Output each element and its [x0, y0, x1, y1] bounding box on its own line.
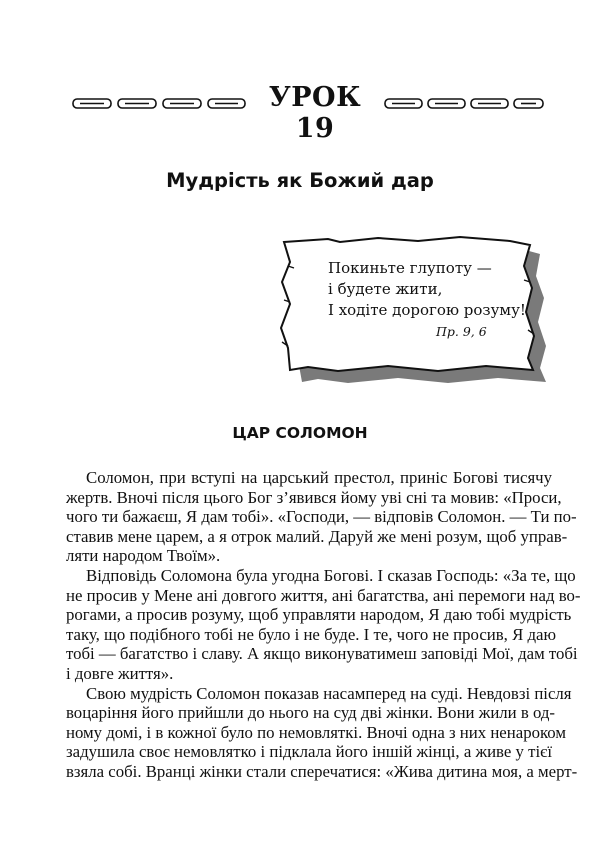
text-line: не просив у Мене ані довгого життя, ані багатства, ані перемоги над во-	[66, 585, 581, 605]
epigraph-line: Покиньте глупоту —	[328, 259, 492, 277]
epigraph-line: і будете жити,	[328, 280, 443, 298]
left-ornament-bars	[72, 97, 247, 111]
text-line: Відповідь Соломона була угодна Богові. І сказав Господь: «За те, що	[86, 565, 576, 585]
section-heading: ЦАР СОЛОМОН	[232, 424, 368, 442]
text-line: ному домі, і в кожної було по немовляткі. Вночі одна з них ненароком	[66, 722, 566, 742]
text-line: взяла собі. Вранці жінки стали сперечатися: «Жива дитина моя, а мерт-	[66, 761, 578, 781]
text-line: воцаріння його прийшли до нього на суд дві жінки. Вони жили в од-	[66, 703, 555, 723]
text-line: таку, що подібного тобі не було і не буде. І те, чого не просив, Я даю	[66, 624, 556, 644]
text-line: рогами, а просив розуму, щоб управляти народом, Я даю тобі мудрість	[66, 605, 572, 625]
lesson-number: УРОК 19	[268, 82, 362, 144]
text-line: чого ти бажаєш, Я дам тобі». «Господи, — відповів Соломон. — Ти по-	[66, 507, 577, 527]
epigraph-text	[328, 258, 526, 339]
text-line: Соломон, при вступі на царський престол, приніс Богові тисячу	[86, 468, 552, 487]
right-ornament-bars	[384, 97, 544, 111]
text-line: жертв. Вночі після цього Бог з’явився йому уві сні та мовив: «Проси,	[66, 487, 562, 507]
lesson-title: Мудрість як Божий дар	[166, 169, 434, 192]
lesson-header	[0, 0, 600, 144]
text-line: Свою мудрість Соломон показав насамперед на суді. Невдовзі після	[86, 683, 572, 703]
text-line: ставив мене царем, а я отрок малий. Даруй же мені розум, щоб управ-	[66, 526, 568, 546]
text-line: ляти народом Твоїм».	[66, 546, 221, 566]
text-line: тобі — багатство і славу. А якщо виконуватимеш заповіді Мої, дам тобі	[66, 644, 578, 664]
body-text	[66, 468, 581, 782]
epigraph-line: І ходіте дорогою розуму!	[328, 301, 526, 319]
epigraph-reference: Пр. 9, 6	[436, 324, 487, 339]
text-line: і довге життя».	[66, 663, 174, 683]
text-line: задушила своє немовлятко і підклала його іншій жінці, а живе у тієї	[66, 742, 552, 762]
